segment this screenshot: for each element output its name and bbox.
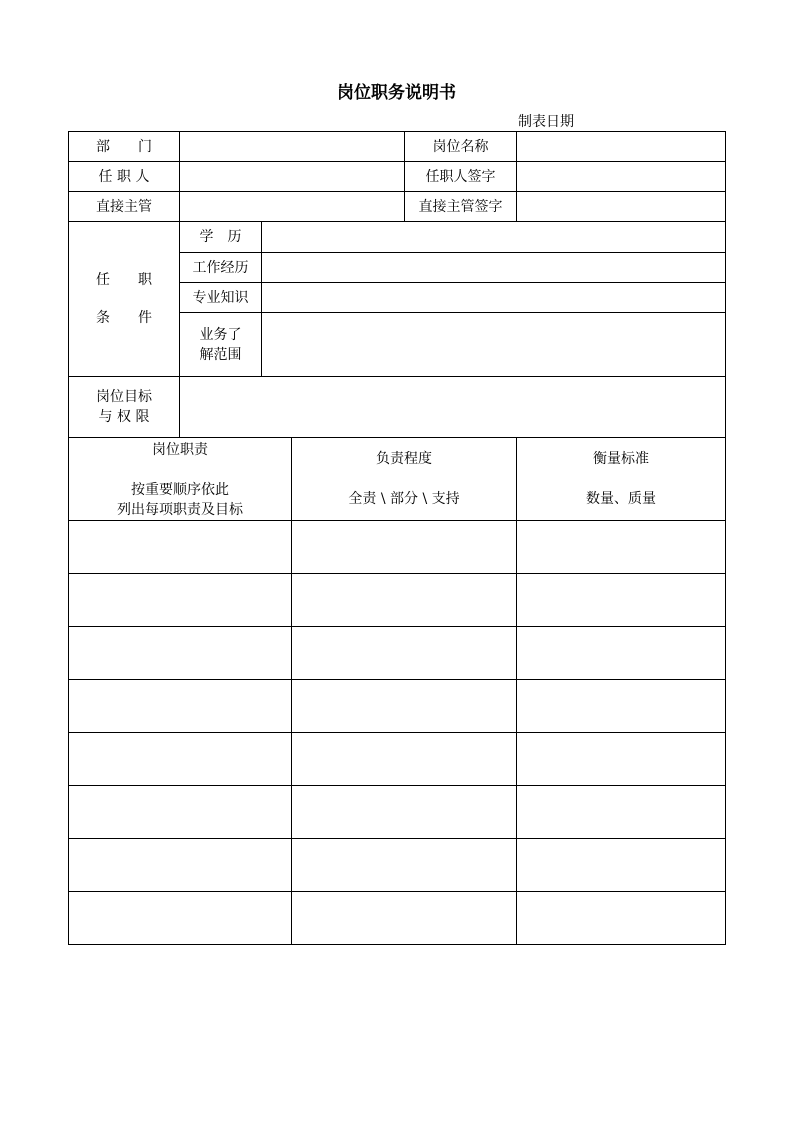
duty-responsibility-cell[interactable] [68,626,292,680]
duty-measure-cell[interactable] [516,573,726,627]
duties-col2-header [291,437,517,521]
professional-knowledge-label: 专业知识 [179,282,262,313]
dept-label: 部 门 [68,131,180,162]
duty-degree-cell[interactable] [291,679,517,733]
goals-line1: 岗位目标 [96,389,152,405]
duties-col1-header [68,437,292,521]
duties-col1-line3: 列出每项职责及目标 [117,502,243,518]
business-scope-label [179,312,262,377]
date-label: 制表日期 [518,114,574,130]
duty-degree-cell[interactable] [291,838,517,892]
duties-col3-title: 衡量标准 [593,451,649,467]
position-name-label: 岗位名称 [404,131,517,162]
holder-signature-field[interactable] [516,161,726,192]
duty-measure-cell[interactable] [516,626,726,680]
page-title: 岗位职务说明书 [337,83,456,103]
supervisor-signature-field[interactable] [516,191,726,222]
work-experience-label: 工作经历 [179,252,262,283]
duty-responsibility-cell[interactable] [68,785,292,839]
duty-responsibility-cell[interactable] [68,732,292,786]
goals-label [68,376,180,438]
duties-col1-line2: 按重要顺序依此 [131,482,229,498]
duty-degree-cell[interactable] [291,785,517,839]
qualifications-line2: 条 件 [96,310,152,326]
duty-responsibility-cell[interactable] [68,891,292,945]
goals-line2: 与 权 限 [98,409,150,425]
duty-measure-cell[interactable] [516,679,726,733]
duty-measure-cell[interactable] [516,732,726,786]
professional-knowledge-field[interactable] [261,282,726,313]
education-field[interactable] [261,221,726,253]
education-label: 学 历 [179,221,262,253]
work-experience-field[interactable] [261,252,726,283]
duty-responsibility-cell[interactable] [68,520,292,574]
duty-responsibility-cell[interactable] [68,679,292,733]
duty-degree-cell[interactable] [291,626,517,680]
business-scope-field[interactable] [261,312,726,377]
qualifications-group-label [68,221,180,377]
business-scope-line1: 业务了 [199,326,242,343]
supervisor-label: 直接主管 [68,191,180,222]
duties-col1-title: 岗位职责 [152,442,208,458]
duty-degree-cell[interactable] [291,520,517,574]
duty-measure-cell[interactable] [516,520,726,574]
holder-signature-label: 任职人签字 [404,161,517,192]
holder-label: 任 职 人 [68,161,180,192]
duties-col2-sub: 全责 \ 部分 \ 支持 [348,491,460,507]
duty-degree-cell[interactable] [291,732,517,786]
duty-responsibility-cell[interactable] [68,838,292,892]
supervisor-signature-label: 直接主管签字 [404,191,517,222]
duty-degree-cell[interactable] [291,573,517,627]
duty-measure-cell[interactable] [516,838,726,892]
duty-degree-cell[interactable] [291,891,517,945]
dept-field[interactable] [179,131,405,162]
duty-measure-cell[interactable] [516,891,726,945]
holder-field[interactable] [179,161,405,192]
duties-col3-header [516,437,726,521]
supervisor-field[interactable] [179,191,405,222]
position-name-field[interactable] [516,131,726,162]
goals-field[interactable] [179,376,726,438]
duties-col2-title: 负责程度 [376,451,432,467]
business-scope-line2: 解范围 [199,346,242,363]
duty-responsibility-cell[interactable] [68,573,292,627]
qualifications-line1: 任 职 [96,272,152,288]
duty-measure-cell[interactable] [516,785,726,839]
duties-col3-sub: 数量、质量 [586,491,656,507]
